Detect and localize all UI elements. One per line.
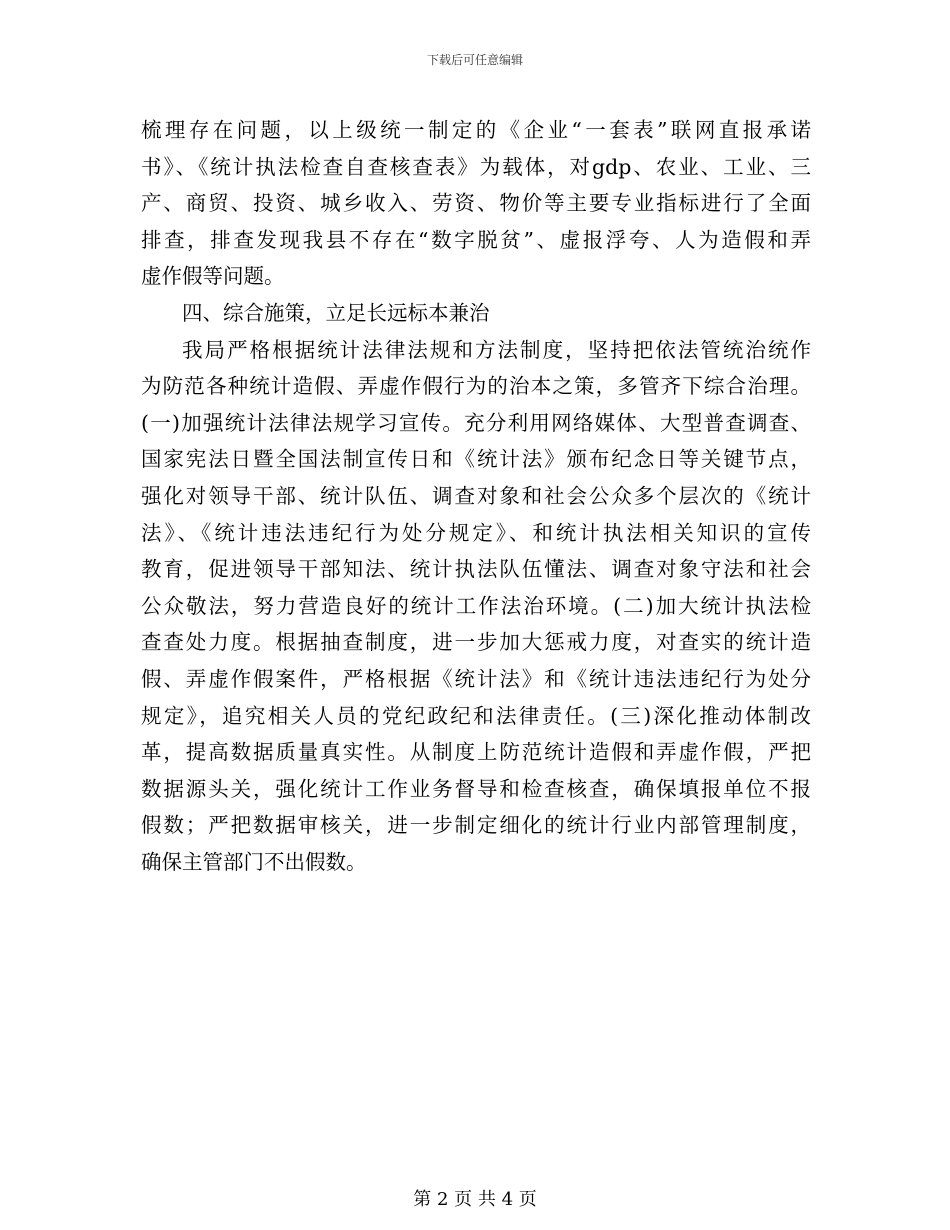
text-line: 为防范各种统计造假、弄虚作假行为的治本之策，多管齐下综合治理。 <box>141 374 811 399</box>
text-line: 法》、《统计违法违纪行为处分规定》、和统计执法相关知识的宣传 <box>141 520 811 545</box>
text-line: 我局严格根据统计法律法规和方法制度，坚持把依法管统治统作 <box>182 337 811 362</box>
text-line: 产、商贸、投资、城乡收入、劳资、物价等主要专业指标进行了全面 <box>141 191 811 216</box>
text-line: 排查，排查发现我县不存在“数字脱贫”、虚报浮夸、人为造假和弄 <box>141 227 811 252</box>
text-line: 虚作假等问题。 <box>141 264 285 289</box>
text-line: 强化对领导干部、统计队伍、调查对象和社会公众多个层次的《统计 <box>141 483 811 508</box>
page-header: 下载后可任意编辑 <box>426 53 523 67</box>
text-line: 公众敬法，努力营造良好的统计工作法治环境。(二)加大统计执法检 <box>141 593 811 618</box>
text-line: 假、弄虚作假案件，严格根据《统计法》和《统计违法违纪行为处分 <box>141 666 811 691</box>
text-line: 确保主管部门不出假数。 <box>141 849 367 874</box>
text-line: 书》、《统计执法检查自查核查表》为载体，对gdp、农业、工业、三 <box>141 154 811 179</box>
section-heading: 四、综合施策，立足长远标本兼治 <box>182 300 490 325</box>
text-line: 国家宪法日暨全国法制宣传日和《统计法》颁布纪念日等关键节点， <box>141 447 811 472</box>
text-line: 规定》，追究相关人员的党纪政纪和法律责任。(三)深化推动体制改 <box>141 703 811 728</box>
body-text <box>141 112 811 880</box>
text-line: 教育，促进领导干部知法、统计执法队伍懂法、调查对象守法和社会 <box>141 557 811 582</box>
text-line: 查查处力度。根据抽查制度，进一步加大惩戒力度，对查实的统计造 <box>141 630 811 655</box>
text-line: 梳理存在问题，以上级统一制定的《企业“一套表”联网直报承诺 <box>141 118 811 142</box>
text-line: 革，提高数据质量真实性。从制度上防范统计造假和弄虚作假，严把 <box>141 740 811 765</box>
text-line: 数据源头关，强化统计工作业务督导和检查核查，确保填报单位不报 <box>141 776 811 801</box>
text-line: (一)加强统计法律法规学习宣传。充分利用网络媒体、大型普查调查、 <box>141 410 811 435</box>
text-line: 假数；严把数据审核关，进一步制定细化的统计行业内部管理制度， <box>141 813 811 838</box>
page-number-footer: 第 2 页 共 4 页 <box>413 1189 537 1210</box>
